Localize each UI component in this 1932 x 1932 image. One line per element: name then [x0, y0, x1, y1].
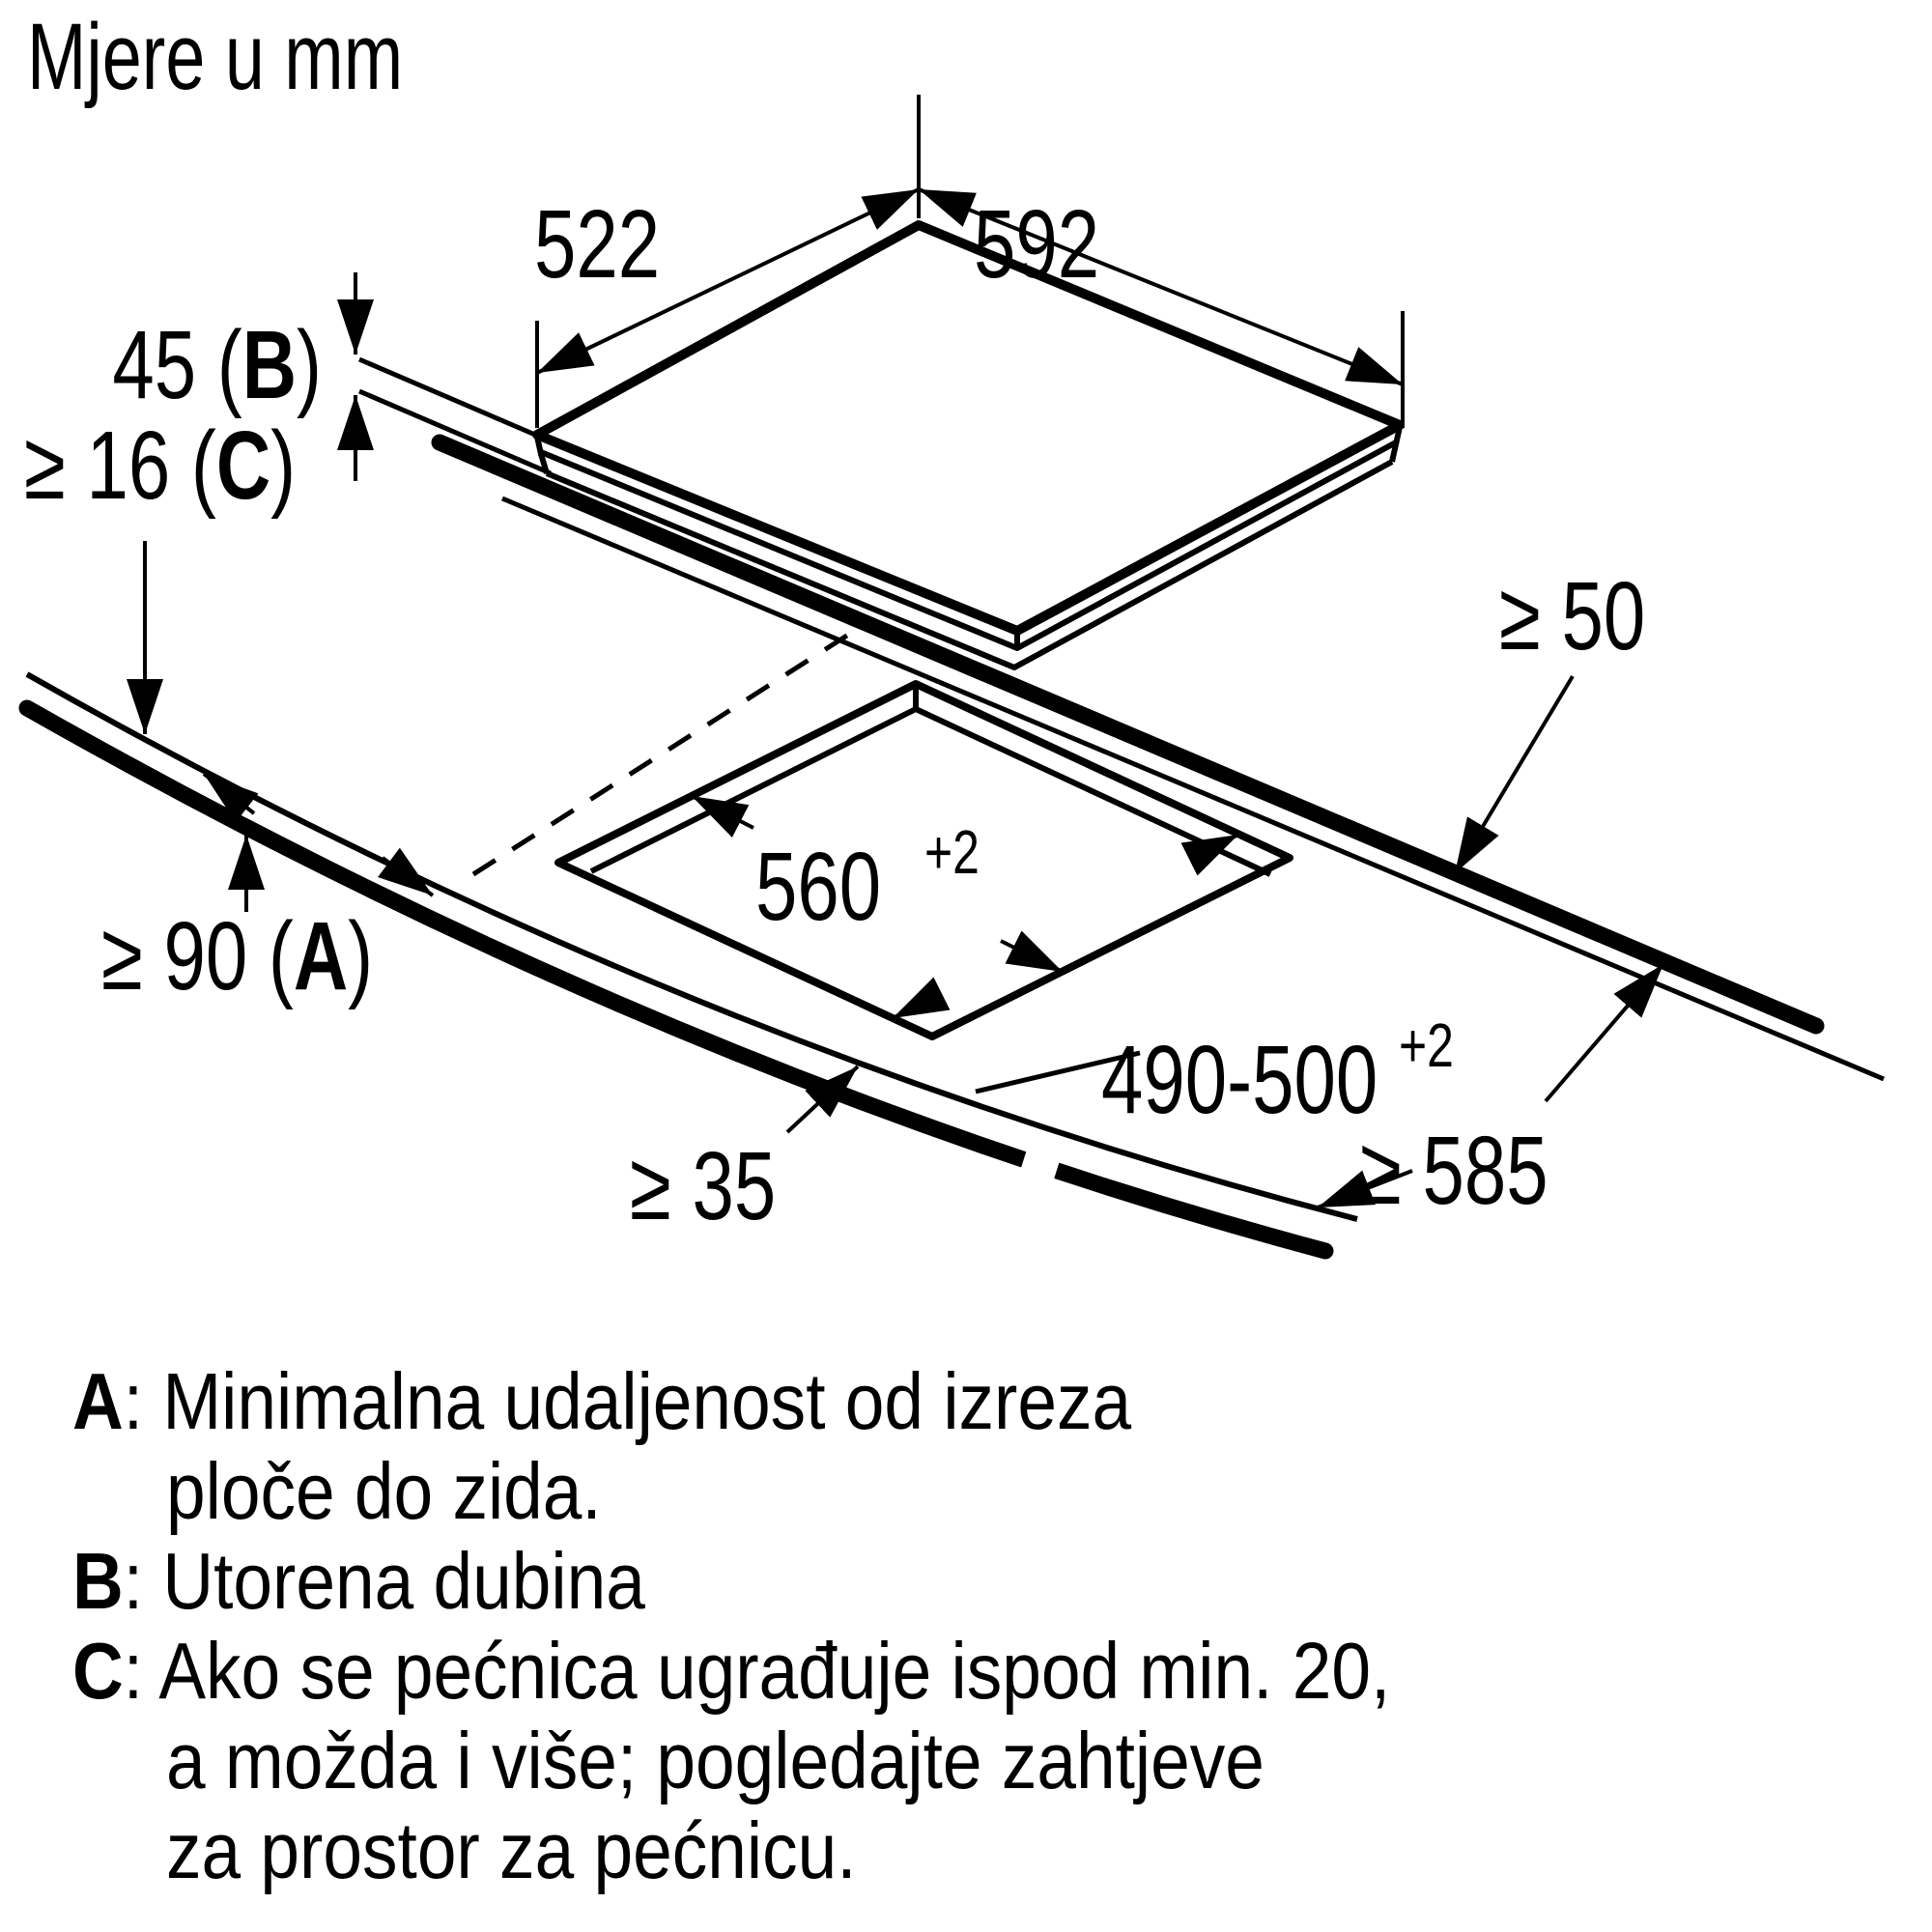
legend — [72, 1356, 1570, 1895]
dim-90-post: ) — [348, 902, 374, 1011]
dim-45-letter: B — [242, 311, 298, 420]
legend-line-c3 — [166, 1805, 1402, 1895]
legend-text-c3: za prostor za pećnicu. — [166, 1805, 857, 1895]
legend-line-a2 — [166, 1446, 1402, 1536]
legend-line-c2 — [166, 1716, 1402, 1805]
dim-arrow-90-cutout — [383, 858, 433, 895]
dim-label-585: ≥ 585 — [1360, 1117, 1548, 1226]
dim-label-490-500: 490-500 — [1101, 1026, 1378, 1135]
dim-label-490-500-sup: +2 — [1399, 1011, 1454, 1081]
dim-90-pre: ≥ 90 ( — [101, 902, 294, 1011]
dim-label-16C — [24, 412, 296, 521]
dim-label-35: ≥ 35 — [630, 1132, 777, 1241]
dim-label-90A — [101, 903, 373, 1011]
dim-arrow-585-wall — [1546, 964, 1663, 1101]
dim-16-pre: ≥ 16 ( — [24, 412, 216, 521]
dim-label-592: 592 — [974, 190, 1100, 299]
dim-label-560-sup: +2 — [924, 818, 980, 888]
legend-key-c: C — [72, 1626, 124, 1716]
legend-text-c: : Ako se pećnica ugrađuje ispod min. 20, — [123, 1626, 1391, 1716]
dim-label-45B — [112, 312, 322, 420]
dim-label-560: 560 — [755, 833, 882, 942]
legend-text-a: : Minimalna udaljenost od izreza — [123, 1356, 1132, 1446]
legend-text-b: : Utorena dubina — [123, 1536, 645, 1626]
dim-16-letter: C — [215, 412, 271, 521]
dim-45-post: ) — [297, 311, 322, 420]
dim-label-50: ≥ 50 — [1499, 562, 1646, 671]
dim-16-post: ) — [270, 412, 297, 521]
legend-key-a: A — [72, 1356, 124, 1446]
legend-key-b: B — [72, 1536, 124, 1626]
legend-text-c2: a možda i više; pogledajte zahtjeve — [166, 1716, 1264, 1805]
legend-text-a2: ploče do zida. — [166, 1446, 602, 1536]
legend-line-b — [72, 1536, 1390, 1626]
legend-line-c — [72, 1626, 1390, 1716]
hob-top-plane-ref-line — [359, 359, 535, 435]
legend-line-a — [72, 1356, 1390, 1446]
hob-bottom-plane-ref-line — [359, 391, 551, 473]
page-title: Mjere u mm — [27, 4, 404, 109]
dim-45-pre: 45 ( — [112, 311, 242, 420]
dim-label-522: 522 — [534, 190, 661, 299]
leader-arrow-50 — [1455, 676, 1573, 873]
dim-90-letter: A — [293, 902, 349, 1011]
